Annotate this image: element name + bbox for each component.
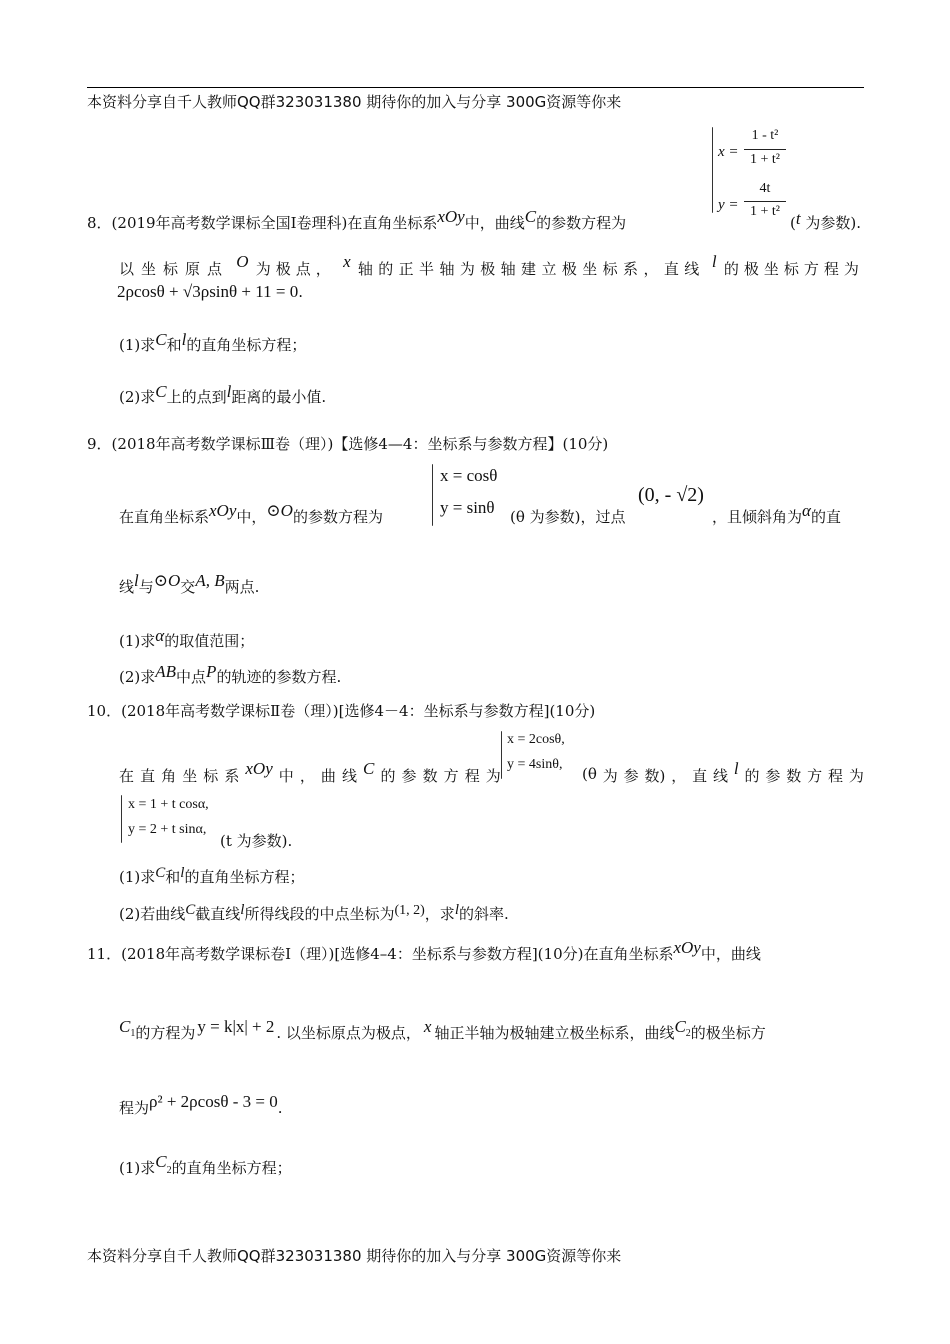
q10-d5: 直	[692, 767, 708, 785]
q8-param-brace	[712, 127, 713, 213]
q10-e5: 为	[848, 767, 864, 785]
q10-c1: 参	[401, 767, 417, 785]
q8-p1-c: 的直角坐标方程；	[186, 336, 307, 354]
q10-b2: 曲	[320, 767, 336, 785]
q10-w3: 坐	[182, 767, 198, 785]
q9-l: l	[134, 571, 139, 590]
q10-w1: 直	[140, 767, 156, 785]
q9-p2-AB: AB	[155, 662, 177, 681]
q11-l2-a: 的方程为	[135, 1024, 196, 1042]
q10-p2-b: 截直线	[195, 905, 241, 923]
q8-p2-a: (2)求	[119, 388, 156, 406]
q8-tail2: 为参数).	[800, 214, 861, 232]
q8-polar-eq: 2ρcosθ + √3ρsinθ + 11 = 0	[117, 282, 299, 301]
q10-line-brace	[121, 795, 122, 843]
q10-line2-tail: (t 为参数).	[220, 832, 293, 850]
q8-line1-tail	[790, 209, 861, 233]
q8-polar-eq-line	[117, 282, 303, 302]
q9-line2	[119, 571, 260, 597]
q8-mid2: 的参数方程为	[536, 214, 627, 232]
q8-sys-y-den: 1 + t²	[750, 204, 780, 219]
q10-d3: 数)	[644, 767, 666, 785]
q10-p2-c: 所得线段的中点坐标为	[244, 905, 395, 923]
q8-p2-l: l	[226, 382, 232, 401]
q9-p2-a: (2)求	[119, 668, 156, 686]
q8-C: C	[524, 207, 537, 226]
q8-t: t	[795, 209, 801, 228]
q8-sys-x-lhs: x =	[718, 144, 739, 160]
q10-w0: 在	[119, 767, 135, 785]
q10-e1: 参	[765, 767, 781, 785]
q8-sys-y-lhs: y =	[718, 197, 739, 213]
q8-line2-c: 轴的正半轴为极轴建立极坐标系，直线	[357, 260, 705, 278]
q9-AB: A, B	[195, 571, 225, 590]
q10-p2-C: C	[185, 902, 196, 918]
q10-p1-C: C	[155, 865, 166, 881]
q10-p1-a: (1)求	[119, 868, 156, 886]
q11-line2	[119, 1017, 864, 1043]
q11-l2-c: 轴正半轴为极轴建立极坐标系，曲线	[434, 1024, 675, 1042]
q10-line1-a	[119, 759, 501, 786]
q8-mid1: 中，曲线	[464, 214, 525, 232]
q8-tail-paren: (	[790, 214, 796, 232]
q8-x: x	[343, 252, 351, 271]
q10-c4: 程	[464, 767, 480, 785]
footer-text: 本资料分享自千人教师QQ群323031380 期待你的加入与分享 300G资源等你来	[87, 1247, 622, 1265]
q10-sys2-x: x = 1 + t cosα,	[128, 797, 209, 812]
q9-p1-b: 的取值范围；	[164, 632, 255, 650]
q8-xoy: xOy	[437, 207, 465, 226]
q8-prefix: 8．(2019年高考数学课标全国Ⅰ卷理科)在直角坐标系	[87, 214, 438, 232]
q10-e3: 方	[807, 767, 823, 785]
q9-title: 9．(2018年高考数学课标Ⅲ卷（理）)【选修4—4：坐标系与参数方程】(10分)	[87, 435, 609, 453]
q10-part1	[119, 866, 304, 887]
q9-l2-c: 交	[180, 578, 196, 596]
q9-l2-a: 线	[119, 578, 135, 596]
q10-b1: ，	[299, 767, 315, 785]
header-rule	[87, 87, 864, 88]
q10-midpoint: (1, 2)	[394, 903, 425, 918]
q11-C2-sub: 2	[685, 1028, 691, 1039]
q9-l1-d: (θ 为参数)，过点	[510, 508, 626, 526]
q9-l2-circle-O: ⊙O	[153, 571, 181, 590]
q8-p2-C: C	[155, 382, 167, 401]
q8-line2-b: 为极点，	[255, 260, 336, 278]
q11-l3-a: 程为	[119, 1099, 150, 1117]
q11-xoy: xOy	[673, 938, 701, 957]
q10-p2-d: ，求	[424, 905, 455, 923]
q8-sys-x-fracline	[744, 149, 786, 150]
q8-sys-y-fracline	[744, 201, 786, 202]
q10-sys-x: x = 2cosθ,	[507, 732, 565, 747]
q9-l1-c: 的参数方程为	[292, 508, 383, 526]
q9-point: (0, - √2)	[638, 484, 704, 506]
q11-l2-b: . 以坐标原点为极点，	[276, 1024, 421, 1042]
q8-sys-y-num: 4t	[759, 181, 771, 196]
q9-part1	[119, 626, 255, 651]
q9-alpha: α	[802, 501, 811, 520]
q10-c5: 为	[485, 767, 501, 785]
q8-p1-l: l	[181, 330, 187, 349]
q10-p2-l: l	[240, 902, 245, 918]
q9-param-brace	[432, 464, 433, 526]
q8-part2	[119, 382, 327, 407]
q11-title-text: 11．(2018年高考数学课标卷Ⅰ（理）)[选修4–4：坐标系与参数方程](10分)在直角坐标系	[87, 945, 674, 963]
q10-title: 10．(2018年高考数学课标Ⅱ卷（理）)[选修4－4：坐标系与参数方程](10分)	[87, 702, 596, 720]
q8-O: O	[236, 252, 249, 271]
q10-b3: 线	[341, 767, 357, 785]
q9-l1-f: 的直	[810, 508, 841, 526]
q9-l1-b: 中，	[236, 508, 267, 526]
q9-p1-a: (1)求	[119, 632, 156, 650]
q10-w4: 标	[203, 767, 219, 785]
q9-part2	[119, 662, 342, 687]
q11-l2-d: 的极坐标方	[690, 1024, 766, 1042]
q8-line2-d: 的极坐标方程为	[723, 260, 864, 278]
q11-eq1: y = k|x| + 2	[197, 1017, 275, 1036]
q9-l1-a: 在直角坐标系	[119, 508, 210, 526]
q10-d0: (θ	[582, 765, 597, 783]
q8-p1-a: (1)求	[119, 336, 156, 354]
q11-p1-b: 的直角坐标方程；	[171, 1159, 292, 1177]
q10-c0: 的	[380, 767, 396, 785]
q11-C2: C	[674, 1017, 686, 1036]
q11-part1	[119, 1152, 292, 1178]
q10-p1-l: l	[180, 865, 185, 881]
q9-xoy: xOy	[209, 501, 237, 520]
q10-l: l	[733, 759, 739, 778]
q9-sys-y: y = sinθ	[440, 498, 495, 517]
q10-d2: 参	[623, 767, 639, 785]
q11-C1-sub: 1	[130, 1028, 136, 1039]
q10-line1-b	[582, 759, 864, 786]
q8-line1	[87, 207, 627, 233]
q9-p2-c: 的轨迹的参数方程.	[216, 668, 342, 686]
q8-line2	[119, 252, 864, 279]
q8-line2-a: 以坐标原点	[119, 260, 230, 278]
q10-e2: 数	[786, 767, 802, 785]
q10-sys-y: y = 4sinθ,	[507, 757, 563, 772]
q10-param-brace	[501, 731, 502, 779]
q10-xoy: xOy	[245, 759, 273, 778]
q11-C1: C	[119, 1017, 131, 1036]
q9-l2-d: 两点.	[224, 578, 260, 596]
q11-eq2: ρ² + 2ρcosθ - 3 = 0	[149, 1092, 278, 1111]
q10-p2-l2: l	[454, 902, 459, 918]
q8-p1-b: 和	[166, 336, 182, 354]
q10-p1-c: 的直角坐标方程；	[184, 868, 305, 886]
q11-p1-C2: C	[155, 1152, 167, 1171]
q8-l: l	[711, 252, 717, 271]
q10-p2-a: (2)若曲线	[119, 905, 186, 923]
q8-p2-c: 距离的最小值.	[231, 388, 327, 406]
q11-p1-a: (1)求	[119, 1159, 156, 1177]
q8-part1	[119, 330, 307, 355]
q10-c3: 方	[443, 767, 459, 785]
q10-w2: 角	[161, 767, 177, 785]
q9-P: P	[206, 662, 217, 681]
header-text: 本资料分享自千人教师QQ群323031380 期待你的加入与分享 300G资源等你来	[87, 93, 622, 111]
q10-d4: ，	[671, 767, 687, 785]
q10-part2	[119, 903, 509, 924]
q9-line1-c	[712, 501, 841, 527]
q10-d1: 为	[602, 767, 618, 785]
q10-e4: 程	[827, 767, 843, 785]
q8-p1-C: C	[155, 330, 167, 349]
q8-sys-x-num: 1 - t²	[751, 128, 779, 143]
q11-period: .	[277, 1099, 283, 1117]
q9-line1-a	[119, 501, 383, 527]
q9-l1-e: ，且倾斜角为	[712, 508, 803, 526]
q9-p2-b: 中点	[176, 668, 207, 686]
q11-x: x	[423, 1017, 432, 1036]
q10-p1-b: 和	[165, 868, 181, 886]
q10-d6: 线	[712, 767, 728, 785]
q9-sys-x: x = cosθ	[440, 466, 498, 485]
q11-line3	[119, 1092, 283, 1118]
q10-sys2-y: y = 2 + t sinα,	[128, 822, 207, 837]
q8-p2-b: 上的点到	[166, 388, 227, 406]
q11-title	[87, 938, 761, 964]
q8-sys-x-den: 1 + t²	[750, 152, 780, 167]
q9-circle-O: ⊙O	[266, 501, 293, 520]
q10-p2-e: 的斜率.	[458, 905, 509, 923]
q8-polar-period: .	[298, 283, 303, 301]
q10-b0: 中	[278, 767, 294, 785]
q9-line1-b	[510, 506, 626, 527]
q9-l2-b: 与	[138, 578, 154, 596]
q11-title-tail: 中，曲线	[700, 945, 761, 963]
q10-w5: 系	[224, 767, 240, 785]
q10-e0: 的	[744, 767, 760, 785]
q9-p1-alpha: α	[155, 626, 165, 645]
q11-p1-C2-sub: 2	[166, 1165, 172, 1176]
q10-c2: 数	[422, 767, 438, 785]
q10-C: C	[363, 759, 375, 778]
